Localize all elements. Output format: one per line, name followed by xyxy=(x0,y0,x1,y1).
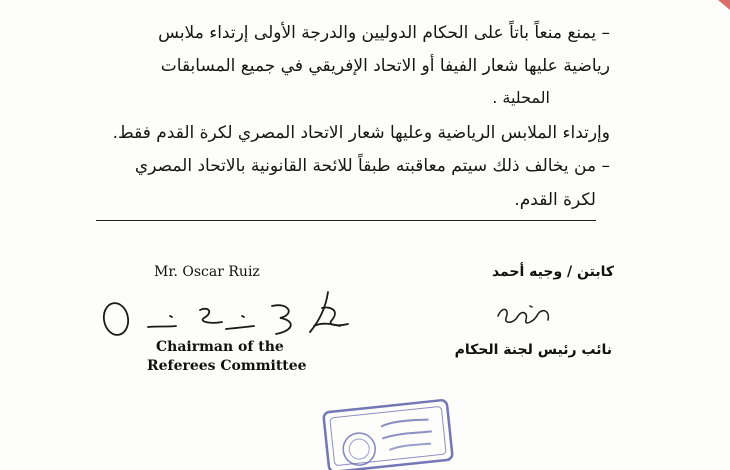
left-signature xyxy=(96,286,356,346)
left-signatory-title-line-1: Chairman of the xyxy=(156,339,284,355)
page-corner-mark xyxy=(716,0,730,12)
left-signatory-name: Mr. Oscar Ruiz xyxy=(154,264,260,280)
body-line-1: – يمنع منعاً باتاً على الحكام الدوليين والدرجة الأولى إرتداء ملابس xyxy=(158,23,610,43)
right-signatory-title: نائب رئيس لجنة الحكام xyxy=(454,342,612,358)
body-line-6: لكرة القدم. xyxy=(514,190,596,210)
left-signatory-title-line-2: Referees Committee xyxy=(147,358,307,374)
right-signature xyxy=(494,298,554,328)
body-line-5: – من يخالف ذلك سيتم معاقبته طبقاً للائحة القانونية بالاتحاد المصري xyxy=(134,156,610,176)
body-line-3: المحلية . xyxy=(492,88,550,107)
right-signatory-name: كابتن / وجيه أحمد xyxy=(491,264,614,280)
divider-line xyxy=(96,220,596,221)
body-line-4: وإرتداء الملابس الرياضية وعليها شعار الاتحاد المصري لكرة القدم فقط. xyxy=(112,123,610,143)
body-line-2: رياضية عليها شعار الفيفا أو الاتحاد الإفريقي في جميع المسابقات xyxy=(160,56,610,76)
official-stamp xyxy=(318,396,458,470)
